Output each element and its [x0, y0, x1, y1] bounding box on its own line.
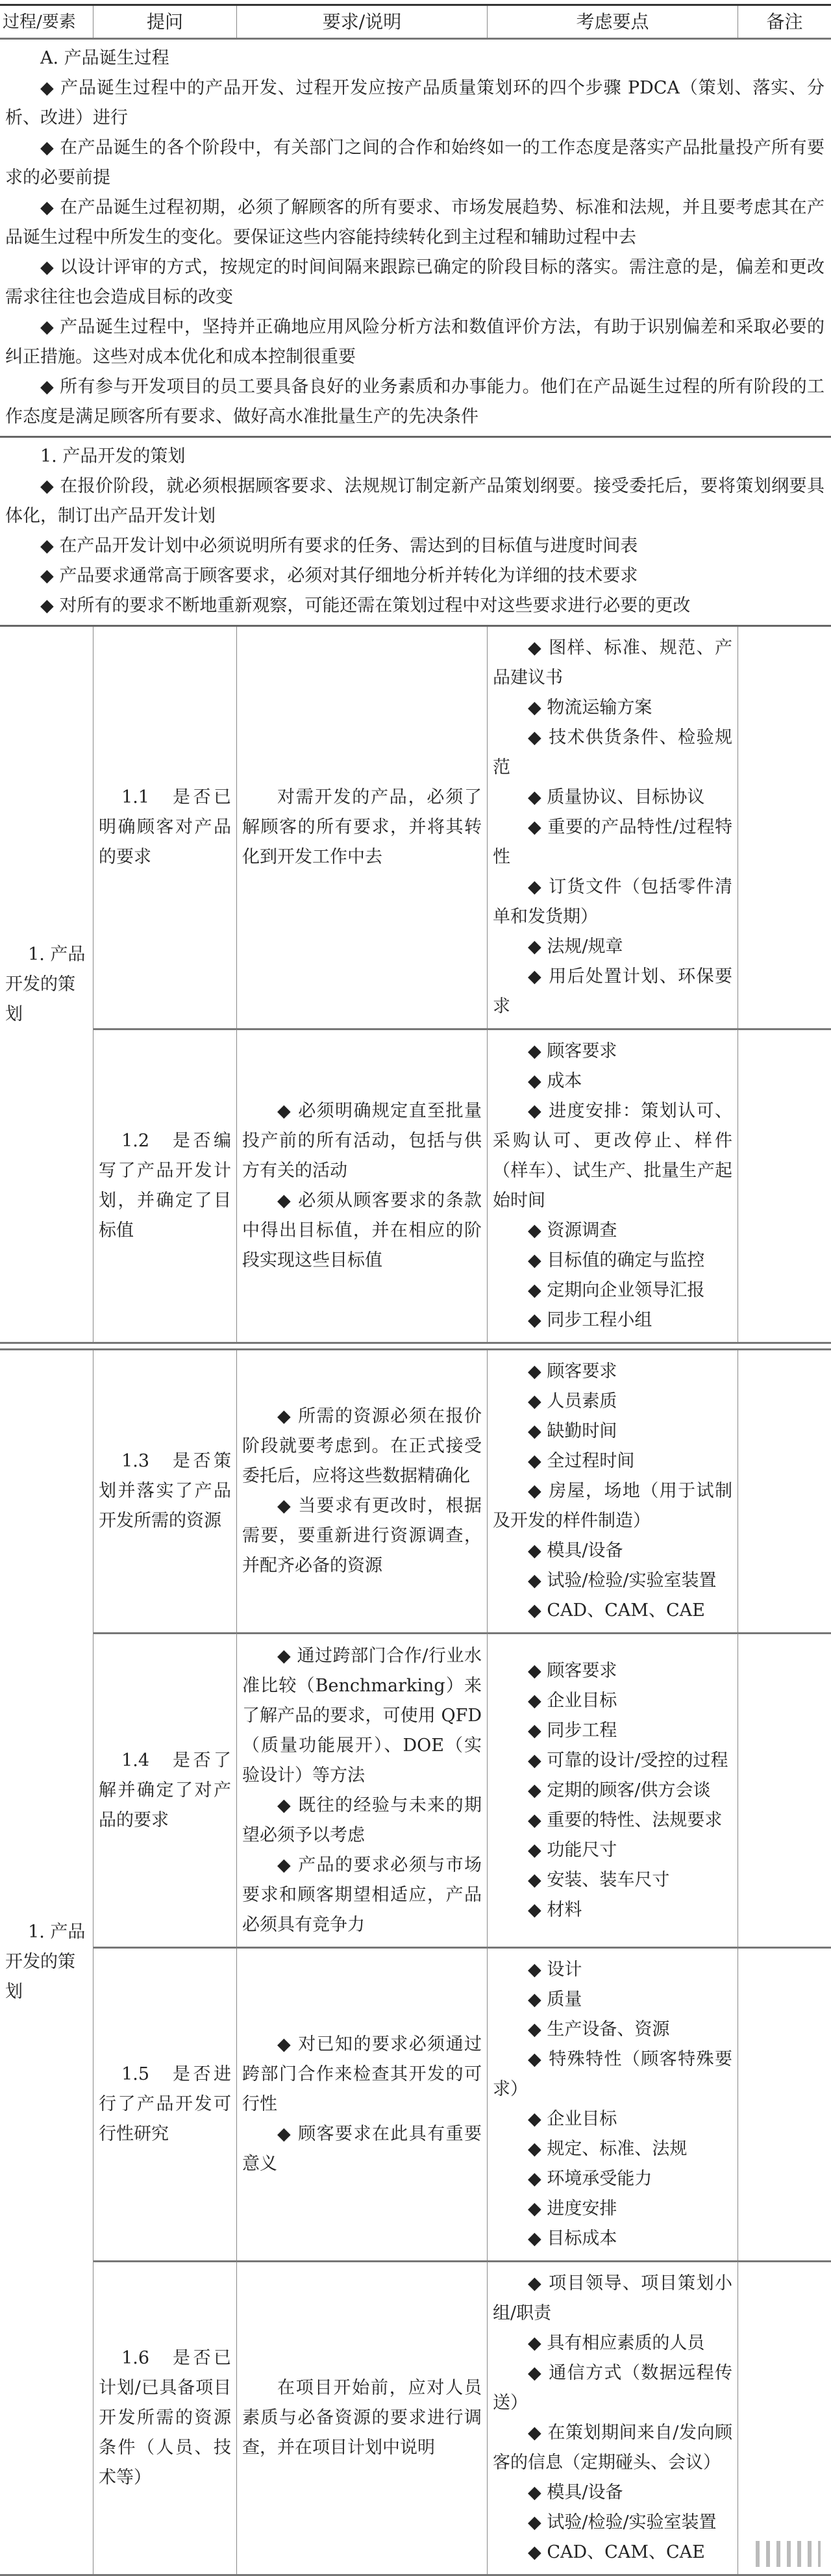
- requirement-cell: [237, 1632, 488, 1947]
- watermark-logo: [749, 2541, 821, 2567]
- point-item: ◆ 顾客要求: [528, 1660, 617, 1681]
- point-item: ◆ 环境承受能力: [528, 2169, 652, 2189]
- section-a-bullet: ◆ 所有参与开发项目的员工要具备良好的业务素质和办事能力。他们在产品诞生过程的所有阶段的工作态度是满足顾客所有要求、做好高水准批量生产的先决条件: [5, 377, 825, 427]
- requirement-text: ◆ 对已知的要求必须通过跨部门合作来检查其开发的可行性: [242, 2034, 482, 2114]
- process-cell: [0, 1350, 93, 2574]
- point-item: ◆ 企业目标: [528, 2109, 617, 2129]
- point-item: ◆ 安装、装车尺寸: [528, 1869, 670, 1890]
- point-item: ◆ 功能尺寸: [528, 1839, 617, 1860]
- requirement-text: 在项目开始前，应对人员素质与必备资源的要求进行调查，并在项目计划中说明: [242, 2378, 482, 2458]
- points-cell: [488, 2260, 738, 2574]
- section-a-title: A. 产品诞生过程: [40, 48, 169, 68]
- point-item: ◆ 质量协议、目标协议: [528, 787, 705, 807]
- points-cell: [488, 1947, 738, 2260]
- point-item: ◆ 目标成本: [528, 2229, 617, 2249]
- header-remarks: 备注: [766, 10, 803, 32]
- point-item: ◆ 进度安排：策划认可、采购认可、更改停止、样件（样车）、试生产、批量生产起始时间: [493, 1101, 732, 1211]
- point-item: ◆ 可靠的设计/受控的过程: [528, 1750, 728, 1771]
- requirement-text: ◆ 顾客要求在此具有重要意义: [242, 2124, 482, 2174]
- section-1-bullet: ◆ 对所有的要求不断地重新观察，可能还需在策划过程中对这些要求进行必要的更改: [40, 596, 691, 616]
- question-cell: [93, 2260, 237, 2574]
- requirement-text: ◆ 既往的经验与未来的期望必须予以考虑: [242, 1795, 482, 1845]
- point-item: ◆ 重要的产品特性/过程特性: [493, 817, 732, 867]
- point-item: ◆ 物流运输方案: [528, 698, 652, 718]
- question-cell: [93, 1350, 237, 1632]
- point-item: ◆ 在策划期间来自/发向顾客的信息（定期碰头、会议）: [493, 2423, 732, 2473]
- question-cell: [93, 627, 237, 1028]
- point-item: ◆ 缺勤时间: [528, 1421, 617, 1441]
- point-item: ◆ 通信方式（数据远程传送）: [493, 2363, 732, 2413]
- point-item: ◆ 试验/检验/实验室装置: [528, 1571, 717, 1591]
- process-cell: [0, 627, 93, 1342]
- requirement-cell: [237, 627, 488, 1028]
- remarks-cell: [738, 1632, 831, 1947]
- table-body: [0, 627, 831, 2576]
- point-item: ◆ 法规/规章: [528, 937, 623, 957]
- section-1-bullet: ◆ 在报价阶段，就必须根据顾客要求、法规规订制定新产品策划纲要。接受委托后，要将策划纲要具体化，制订出产品开发计划: [5, 476, 825, 526]
- point-item: ◆ 资源调查: [528, 1220, 617, 1241]
- section-a-bullet: ◆ 在产品诞生过程初期，必须了解顾客的所有要求、市场发展趋势、标准和法规，并且要考虑其在产品诞生过程中所发生的变化。要保证这些内容能持续转化到主过程和辅助过程中去: [5, 197, 825, 247]
- point-item: ◆ 模具/设备: [528, 2482, 623, 2503]
- section-1-bullet: ◆ 在产品开发计划中必须说明所有要求的任务、需达到的目标值与进度时间表: [40, 536, 638, 556]
- question-text: 1.2 是否编写了产品开发计划，并确定了目标值: [99, 1131, 231, 1241]
- point-item: ◆ 人员素质: [528, 1391, 617, 1411]
- question-text: 1.1 是否已明确顾客对产品的要求: [99, 787, 231, 867]
- remarks-cell: [738, 2260, 831, 2574]
- point-item: ◆ 质量: [528, 1989, 582, 2010]
- question-cell: [93, 1028, 237, 1342]
- points-cell: [488, 1632, 738, 1947]
- requirement-cell: [237, 1350, 488, 1632]
- point-item: ◆ 定期向企业领导汇报: [528, 1280, 705, 1300]
- point-item: ◆ 目标值的确定与监控: [528, 1250, 705, 1270]
- requirement-cell: [237, 1028, 488, 1342]
- table-header: [0, 4, 831, 40]
- point-item: ◆ 图样、标准、规范、产品建议书: [493, 638, 732, 688]
- point-item: ◆ 材料: [528, 1899, 582, 1920]
- requirement-cell: [237, 2260, 488, 2574]
- point-item: ◆ 用后处置计划、环保要求: [493, 966, 732, 1017]
- requirement-text: ◆ 产品的要求必须与市场要求和顾客期望相适应，产品必须具有竞争力: [242, 1854, 482, 1935]
- point-item: ◆ 特殊特性（顾客特殊要求）: [493, 2049, 732, 2099]
- remarks-cell: [738, 627, 831, 1028]
- points-cell: [488, 1028, 738, 1342]
- requirement-text: ◆ 必须明确规定直至批量投产前的所有活动，包括与供方有关的活动: [242, 1101, 482, 1181]
- point-item: ◆ 全过程时间: [528, 1451, 635, 1471]
- remarks-cell: [738, 1947, 831, 2260]
- question-cell: [93, 1632, 237, 1947]
- section-a-bullet: ◆ 产品诞生过程中的产品开发、过程开发应按产品质量策划环的四个步骤 PDCA（策划、落实、分析、改进）进行: [5, 78, 825, 128]
- requirement-text: ◆ 通过跨部门合作/行业水准比较（Benchmarking）来了解产品的要求，可使用 QFD（质量功能展开）、DOE（实验设计）等方法: [242, 1645, 482, 1786]
- point-item: ◆ 定期的顾客/供方会谈: [528, 1780, 711, 1800]
- points-cell: [488, 627, 738, 1028]
- point-item: ◆ CAD、CAM、CAE: [528, 2542, 705, 2562]
- point-item: ◆ 设计: [528, 1960, 582, 1980]
- point-item: ◆ CAD、CAM、CAE: [528, 1600, 705, 1621]
- point-item: ◆ 项目领导、项目策划小组/职责: [493, 2273, 732, 2323]
- section-1-title: 1. 产品开发的策划: [40, 446, 186, 466]
- process-label: 1. 产品开发的策划: [5, 944, 86, 1024]
- point-item: ◆ 同步工程: [528, 1720, 617, 1741]
- point-item: ◆ 成本: [528, 1071, 582, 1091]
- point-item: ◆ 顾客要求: [528, 1361, 617, 1382]
- point-item: ◆ 企业目标: [528, 1690, 617, 1711]
- header-process: 过程/要素: [0, 6, 93, 38]
- header-points: 考虑要点: [488, 6, 738, 38]
- header-question: 提问: [93, 6, 237, 38]
- header-requirement: 要求/说明: [237, 6, 488, 38]
- points-cell: [488, 1350, 738, 1632]
- remarks-cell: [738, 1350, 831, 1632]
- point-item: ◆ 具有相应素质的人员: [528, 2333, 705, 2353]
- question-text: 1.6 是否已计划/已具备项目开发所需的资源条件（人员、技术等）: [99, 2348, 231, 2488]
- section-1-bullet: ◆ 产品要求通常高于顾客要求，必须对其仔细地分析并转化为详细的技术要求: [40, 566, 638, 586]
- point-item: ◆ 模具/设备: [528, 1541, 623, 1561]
- point-item: ◆ 同步工程小组: [528, 1310, 652, 1330]
- point-item: ◆ 技术供货条件、检验规范: [493, 727, 732, 777]
- requirement-text: ◆ 必须从顾客要求的条款中得出目标值，并在相应的阶段实现这些目标值: [242, 1191, 482, 1270]
- point-item: ◆ 进度安排: [528, 2199, 617, 2219]
- section-a-bullet: ◆ 以设计评审的方式，按规定的时间间隔来跟踪已确定的阶段目标的落实。需注意的是，偏差和更改需求往往也会造成目标的改变: [5, 257, 825, 307]
- requirement-cell: [237, 1947, 488, 2260]
- section-a-bullet: ◆ 在产品诞生的各个阶段中，有关部门之间的合作和始终如一的工作态度是落实产品批量投产所有要求的必要前提: [5, 138, 825, 188]
- point-item: ◆ 试验/检验/实验室装置: [528, 2512, 717, 2532]
- question-cell: [93, 1947, 237, 2260]
- requirement-text: 对需开发的产品，必须了解顾客的所有要求，并将其转化到开发工作中去: [242, 787, 482, 867]
- remarks-cell: [738, 1028, 831, 1342]
- point-item: ◆ 房屋，场地（用于试制及开发的样件制造）: [493, 1481, 732, 1531]
- question-text: 1.5 是否进行了产品开发可行性研究: [99, 2064, 231, 2144]
- point-item: ◆ 生产设备、资源: [528, 2019, 670, 2039]
- section-1: [0, 438, 831, 625]
- requirement-text: ◆ 当要求有更改时，根据需要，要重新进行资源调查，并配齐必备的资源: [242, 1496, 482, 1576]
- point-item: ◆ 顾客要求: [528, 1041, 617, 1061]
- point-item: ◆ 规定、标准、法规: [528, 2139, 688, 2159]
- section-a-bullet: ◆ 产品诞生过程中，坚持并正确地应用风险分析方法和数值评价方法，有助于识别偏差和采取必要的纠正措施。这些对成本优化和成本控制很重要: [5, 317, 825, 367]
- requirement-text: ◆ 所需的资源必须在报价阶段就要考虑到。在正式接受委托后，应将这些数据精确化: [242, 1406, 482, 1486]
- section-a: [0, 40, 831, 436]
- table-block: [0, 1348, 831, 2576]
- table-block: [0, 627, 831, 1344]
- question-text: 1.3 是否策划并落实了产品开发所需的资源: [99, 1451, 231, 1531]
- process-label: 1. 产品开发的策划: [5, 1922, 86, 2002]
- point-item: ◆ 订货文件（包括零件清单和发货期）: [493, 877, 732, 927]
- question-text: 1.4 是否了解并确定了对产品的要求: [99, 1750, 231, 1830]
- point-item: ◆ 重要的特性、法规要求: [528, 1810, 723, 1830]
